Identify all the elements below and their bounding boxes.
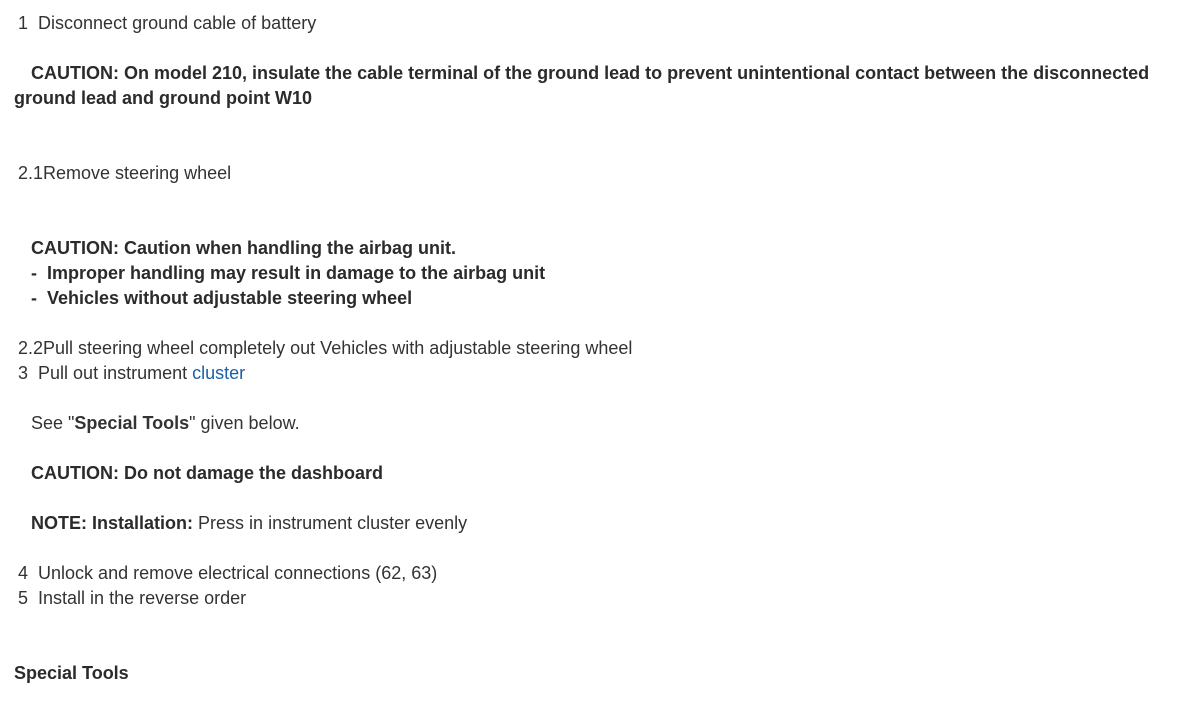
- step-number: 1: [18, 13, 29, 33]
- bullet-text: Improper handling may result in damage to the airbag unit: [47, 263, 546, 283]
- see-pre: See ": [31, 413, 75, 433]
- note-label: NOTE:: [31, 513, 87, 533]
- caution-text: Do not damage the dashboard: [124, 463, 384, 483]
- cluster-link[interactable]: cluster: [192, 363, 246, 383]
- caution-ground-lead: [14, 61, 1199, 111]
- step-5: [18, 586, 246, 611]
- step-2-2: [18, 336, 632, 361]
- step-2-1: [18, 161, 231, 186]
- step-number: 2.2: [18, 338, 44, 358]
- step-text: Pull steering wheel completely out Vehicles with adjustable steering wheel: [43, 338, 633, 358]
- caution-bullet: [31, 286, 412, 311]
- step-4: [18, 561, 437, 586]
- see-post: " given below.: [189, 413, 300, 433]
- step-text: Disconnect ground cable of battery: [38, 13, 317, 33]
- caution-text: Caution when handling the airbag unit.: [124, 238, 457, 258]
- bullet-mark: -: [31, 263, 37, 283]
- see-special-tools: [31, 411, 300, 436]
- note-text: Press in instrument cluster evenly: [198, 513, 468, 533]
- step-text: Install in the reverse order: [38, 588, 247, 608]
- step-3: [18, 361, 245, 386]
- caution-airbag: [31, 236, 456, 261]
- caution-label: CAUTION:: [31, 63, 119, 83]
- caution-label: CAUTION:: [31, 238, 119, 258]
- caution-bullet: [31, 261, 545, 286]
- step-text: Remove steering wheel: [43, 163, 232, 183]
- step-1: [18, 11, 316, 36]
- step-number: 5: [18, 588, 29, 608]
- step-number: 2.1: [18, 163, 44, 183]
- bullet-text: Vehicles without adjustable steering wheel: [47, 288, 413, 308]
- special-tools-ref: Special Tools: [74, 413, 190, 433]
- caution-dashboard: [31, 461, 383, 486]
- caution-text: On model 210, insulate the cable terminal of the ground lead to prevent unintentional contact between the disconnected ground lead and ground point W10: [14, 63, 1150, 108]
- step-text: Unlock and remove electrical connections (62, 63): [38, 563, 438, 583]
- special-tools-heading: Special Tools: [14, 663, 129, 683]
- note-installation: [31, 511, 467, 536]
- step-text: Pull out instrument: [38, 363, 193, 383]
- step-number: 3: [18, 363, 29, 383]
- note-bold: Installation:: [92, 513, 194, 533]
- step-number: 4: [18, 563, 29, 583]
- bullet-mark: -: [31, 288, 37, 308]
- caution-label: CAUTION:: [31, 463, 119, 483]
